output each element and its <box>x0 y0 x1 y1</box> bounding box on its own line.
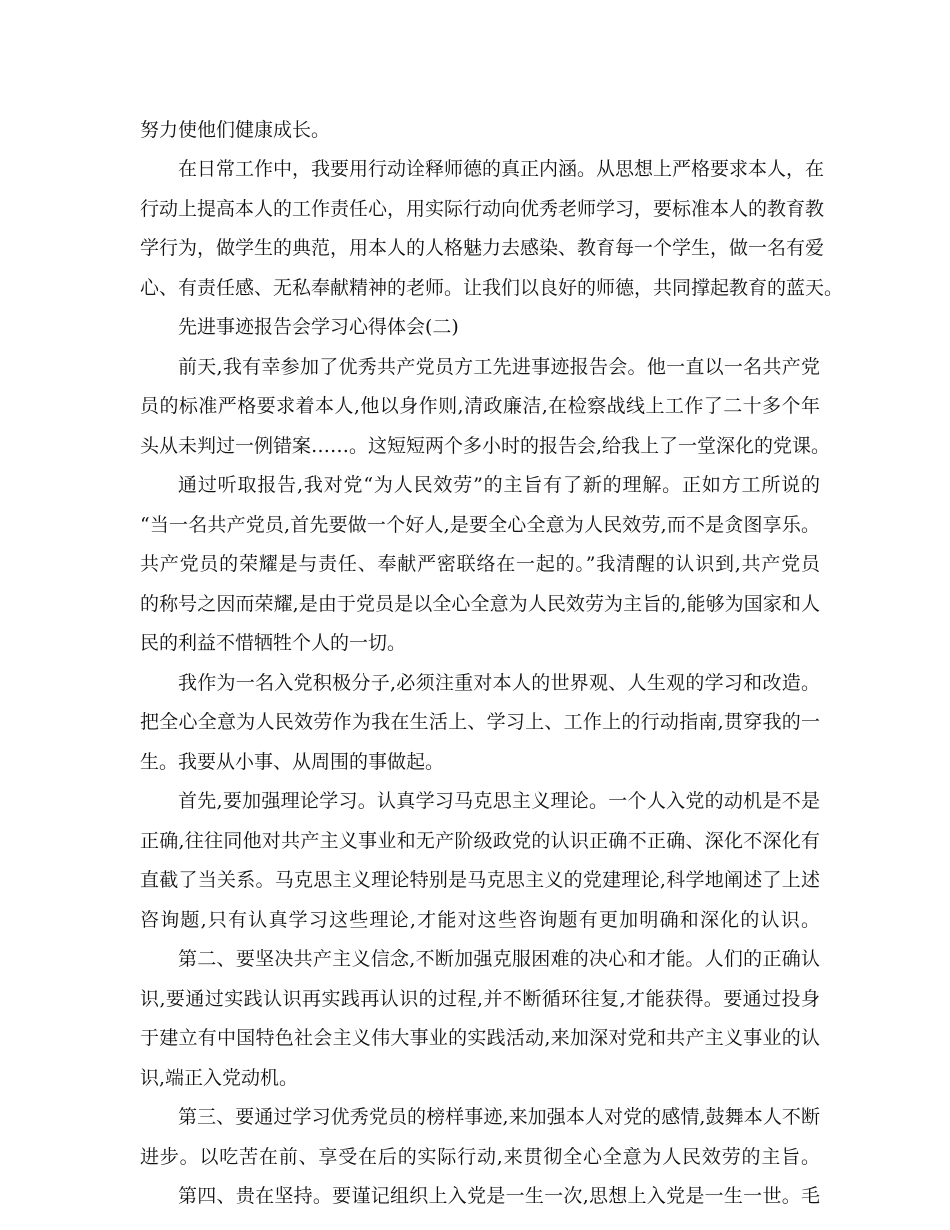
text-line: 前天,我有幸参加了优秀共产党员方工先进事迹报告会。他一直以一名共产党 <box>178 356 820 378</box>
text-line: 共产党员的荣耀是与责任、奉献严密联络在一起的。”我清醒的认识到,共产党员 <box>140 553 820 575</box>
text-line: 正确,往往同他对共产主义事业和无产阶级政党的认识正确不正确、深化不深化有 <box>140 830 820 852</box>
text-line: 的称号之因而荣耀,是由于党员是以全心全意为人民效劳为主旨的,能够为国家和人 <box>140 593 820 615</box>
text-line: 把全心全意为人民效劳作为我在生活上、学习上、工作上的行动指南,贯穿我的一 <box>140 711 820 733</box>
text-line: 在日常工作中，我要用行动诠释师德的真正内涵。从思想上严格要求本人，在 <box>178 158 825 180</box>
text-line: 于建立有中国特色社会主义伟大事业的实践活动,来加深对党和共产主义事业的认 <box>140 1027 820 1049</box>
text-line: 我作为一名入党积极分子,必须注重对本人的世界观、人生观的学习和改造。 <box>178 672 820 694</box>
text-line: 通过听取报告,我对党“为人民效劳”的主旨有了新的理解。正如方工所说的 <box>178 474 820 496</box>
text-line: 进步。以吃苦在前、享受在后的实际行动,来贯彻全心全意为人民效劳的主旨。 <box>140 1146 820 1168</box>
text-line: 努力使他们健康成长。 <box>140 119 331 141</box>
text-line: 直截了当关系。马克思主义理论特别是马克思主义的党建理论,科学地阐述了上述 <box>140 869 820 891</box>
text-line: 首先,要加强理论学习。认真学习马克思主义理论。一个人入党的动机是不是 <box>178 790 820 812</box>
text-line: 识,端正入党动机。 <box>140 1067 299 1089</box>
text-line: 识,要通过实践认识再实践再认识的过程,并不断循环往复,才能获得。要通过投身 <box>140 988 820 1010</box>
text-line: 第二、要坚决共产主义信念,不断加强克服困难的决心和才能。人们的正确认 <box>178 948 820 970</box>
text-line: 行动上提高本人的工作责任心，用实际行动向优秀老师学习，要标准本人的教育教 <box>140 198 825 220</box>
text-line: 第四、贵在坚持。要谨记组织上入党是一生一次,思想上入党是一生一世。毛 <box>178 1185 820 1207</box>
text-line: 咨询题,只有认真学习这些理论,才能对这些咨询题有更加明确和深化的认识。 <box>140 909 820 931</box>
text-line: 生。我要从小事、从周围的事做起。 <box>140 751 445 773</box>
text-line: 员的标准严格要求着本人,他以身作则,清政廉洁,在检察战线上工作了二十多个年 <box>140 395 820 417</box>
text-line: 头从未判过一例错案……。这短短两个多小时的报告会,给我上了一堂深化的党课。 <box>140 435 831 457</box>
text-line: 学行为，做学生的典范，用本人的人格魅力去感染、教育每一个学生，做一名有爱 <box>140 237 825 259</box>
text-line: “当一名共产党员,首先要做一个好人,是要全心全意为人民效劳,而不是贪图享乐。 <box>140 514 820 536</box>
text-line: 民的利益不惜牺牲个人的一切。 <box>140 632 407 654</box>
section-heading: 先进事迹报告会学习心得体会(二) <box>178 316 459 338</box>
text-line: 心、有责任感、无私奉献精神的老师。让我们以良好的师德，共同撑起教育的蓝天。 <box>140 277 844 299</box>
text-line: 第三、要通过学习优秀党员的榜样事迹,来加强本人对党的感情,鼓舞本人不断 <box>178 1106 820 1128</box>
